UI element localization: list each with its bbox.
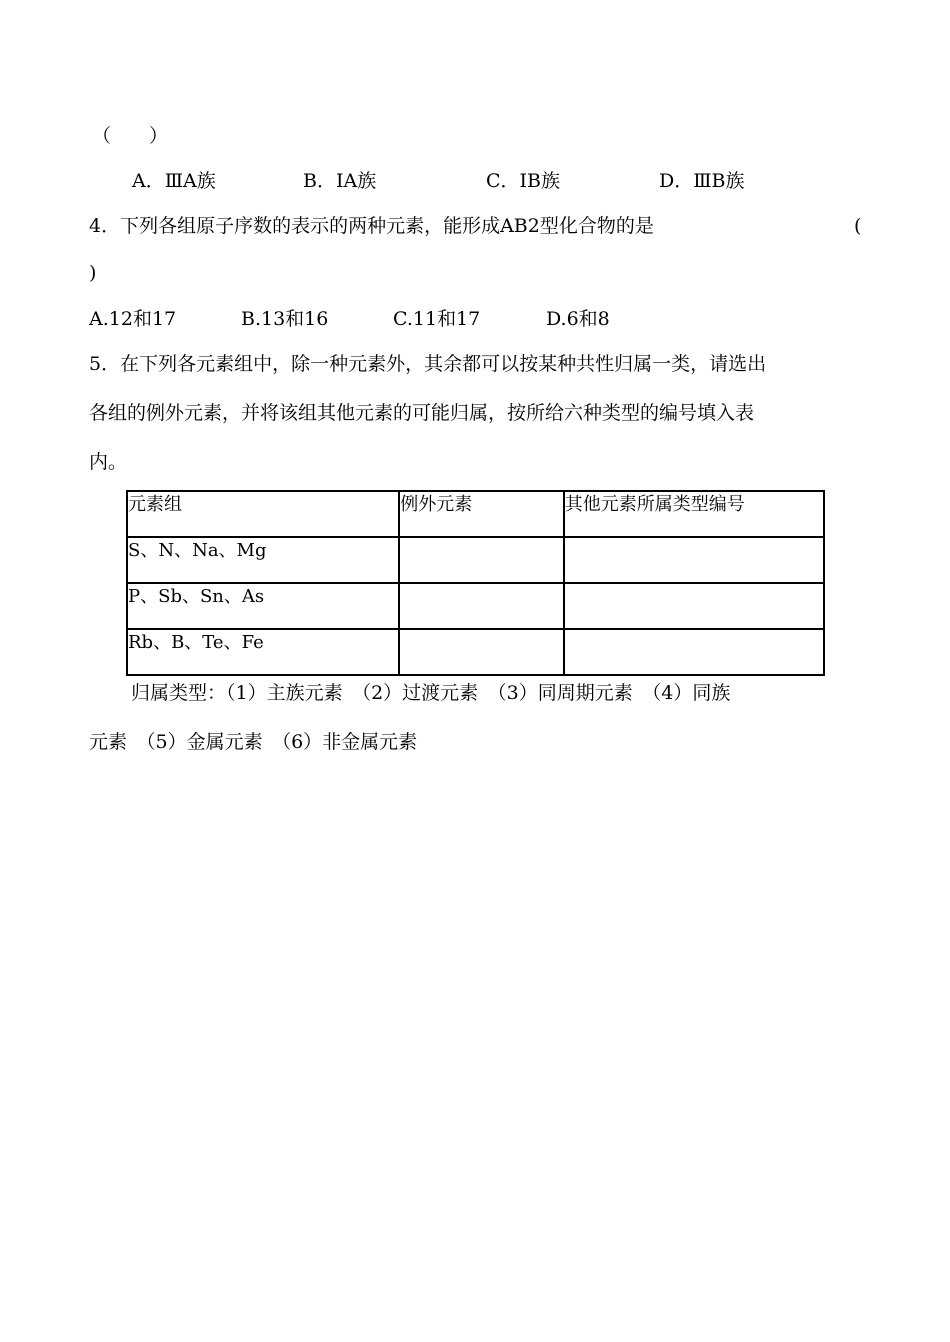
q5-types-line1: 归属类型：（1）主族元素 （2）过渡元素 （3）同周期元素 （4）同族 <box>131 682 731 704</box>
cell-element-group: P、Sb、Sn、As <box>127 583 399 629</box>
table-row <box>127 629 824 675</box>
cell-exception-element[interactable] <box>399 629 564 675</box>
q3-paren: （ ） <box>92 125 169 147</box>
q4-option-a: A.12和17 <box>89 308 177 330</box>
q3-option-b: B．ⅠA族 <box>303 170 377 192</box>
q5-stem-line1: 5．在下列各元素组中，除一种元素外，其余都可以按某种共性归属一类，请选出 <box>89 353 767 375</box>
q5-types-line2: 元素 （5）金属元素 （6）非金属元素 <box>89 731 418 753</box>
element-group-table <box>126 490 825 676</box>
q5-stem-line3: 内。 <box>89 451 128 473</box>
q4-option-b: B.13和16 <box>241 308 329 330</box>
q4-paren-close: ) <box>89 262 97 284</box>
q3-option-a: A．ⅢA族 <box>132 170 216 192</box>
q3-option-c: C．ⅠB族 <box>486 170 561 192</box>
header-type-code: 其他元素所属类型编号 <box>564 491 824 537</box>
q4-option-d: D.6和8 <box>546 308 610 330</box>
q4-option-c: C.11和17 <box>393 308 481 330</box>
q4-stem: 4．下列各组原子序数的表示的两种元素，能形成AB2型化合物的是 <box>89 215 654 237</box>
table-header-row <box>127 491 824 537</box>
header-element-group: 元素组 <box>127 491 399 537</box>
q5-stem-line2: 各组的例外元素，并将该组其他元素的可能归属，按所给六种类型的编号填入表 <box>89 402 755 424</box>
cell-exception-element[interactable] <box>399 583 564 629</box>
cell-element-group: S、N、Na、Mg <box>127 537 399 583</box>
header-exception-element: 例外元素 <box>399 491 564 537</box>
cell-element-group: Rb、B、Te、Fe <box>127 629 399 675</box>
table-row <box>127 583 824 629</box>
q3-option-d: D．ⅢB族 <box>659 170 745 192</box>
cell-exception-element[interactable] <box>399 537 564 583</box>
cell-type-code[interactable] <box>564 629 824 675</box>
table-row <box>127 537 824 583</box>
q4-paren-open: ( <box>854 215 862 237</box>
cell-type-code[interactable] <box>564 583 824 629</box>
cell-type-code[interactable] <box>564 537 824 583</box>
